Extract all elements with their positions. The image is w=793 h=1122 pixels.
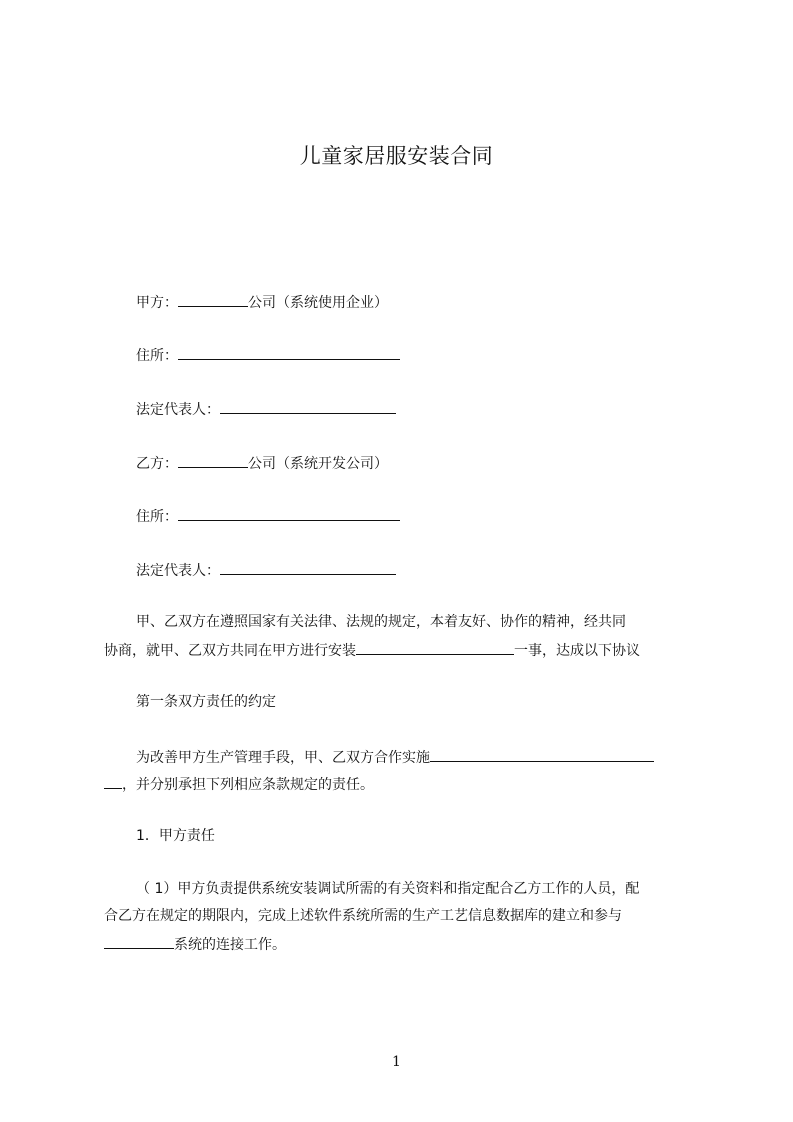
party-a-line [136, 291, 388, 313]
clause-1-line-3 [104, 933, 286, 955]
intro-project-blank[interactable] [356, 639, 514, 655]
party-a-rep-label: 法定代表人： [136, 402, 220, 418]
article-1-system-blank-continued[interactable] [104, 773, 122, 789]
clause-1-line-1: （ 1）甲方负责提供系统安装调试所需的有关资料和指定配合乙方工作的人员，配 [136, 881, 640, 897]
party-b-address-line [136, 505, 400, 527]
article-1-heading: 第一条双方责任的约定 [136, 694, 276, 710]
article-1-body-line-2 [104, 773, 374, 795]
document-title: 儿童家居服安装合同 [299, 144, 494, 168]
party-a-name-blank[interactable] [178, 291, 248, 307]
party-b-line [136, 452, 388, 474]
clause-1-line-2: 合乙方在规定的期限内，完成上述软件系统所需的生产工艺信息数据库的建立和参与 [104, 908, 622, 924]
intro-line-1: 甲、乙双方在遵照国家有关法律、法规的规定，本着友好、协作的精神，经共同 [136, 614, 626, 630]
party-b-address-label: 住所： [136, 509, 178, 525]
party-b-rep-line [136, 559, 396, 581]
party-a-rep-line [136, 398, 396, 420]
party-a-address-line [136, 344, 400, 366]
party-a-label: 甲方： [136, 295, 178, 311]
party-b-label: 乙方： [136, 456, 178, 472]
article-1-body-prefix: 为改善甲方生产管理手段，甲、乙双方合作实施 [136, 750, 430, 766]
intro-line-2-prefix: 协商，就甲、乙双方共同在甲方进行安装 [104, 643, 356, 659]
article-1-system-blank[interactable] [430, 746, 654, 762]
party-a-rep-blank[interactable] [220, 398, 396, 414]
party-a-address-blank[interactable] [178, 344, 400, 360]
party-a-suffix: 公司（系统使用企业） [248, 295, 388, 311]
party-b-address-blank[interactable] [178, 505, 400, 521]
clause-1-line-3-suffix: 系统的连接工作。 [174, 937, 286, 953]
article-1-body-suffix: ，并分别承担下列相应条款规定的责任。 [122, 777, 374, 793]
page-number: 1 [392, 1054, 401, 1070]
section-1-heading: 1．甲方责任 [136, 828, 215, 844]
party-b-rep-label: 法定代表人： [136, 563, 220, 579]
party-b-suffix: 公司（系统开发公司） [248, 456, 388, 472]
party-a-address-label: 住所： [136, 348, 178, 364]
party-b-rep-blank[interactable] [220, 559, 396, 575]
party-b-name-blank[interactable] [178, 452, 248, 468]
article-1-body-line-1 [136, 746, 654, 768]
clause-1-system-blank[interactable] [104, 933, 174, 949]
intro-line-2-suffix: 一事，达成以下协议 [514, 643, 640, 659]
intro-line-2 [104, 639, 640, 661]
